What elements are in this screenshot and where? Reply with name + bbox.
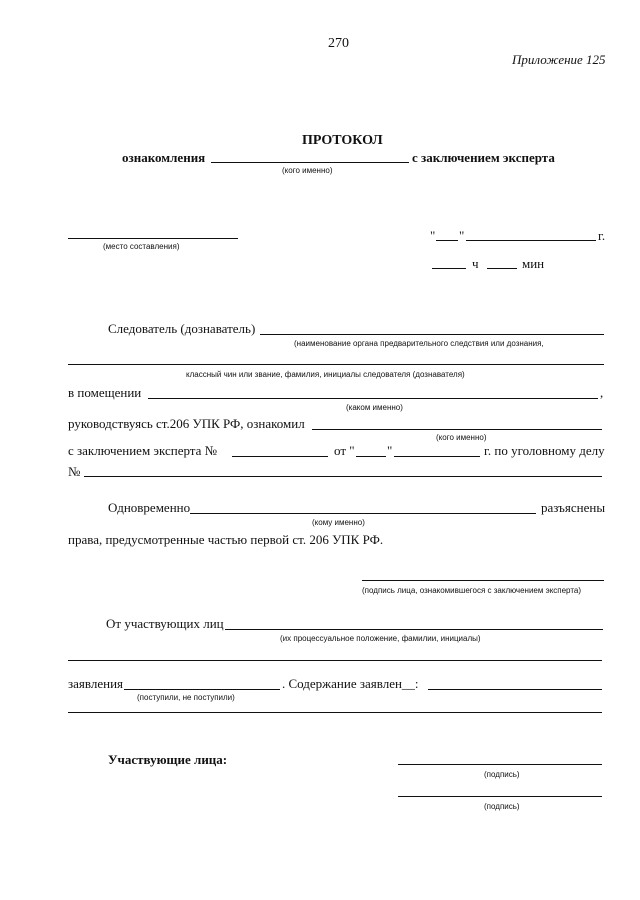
subtitle-right: с заключением эксперта [412,150,555,165]
rank-line[interactable] [68,364,604,365]
caption-place: (место составления) [103,242,180,251]
participant-signature-line-2[interactable] [398,796,602,797]
participants-info-line[interactable] [225,629,603,630]
participant-signature-line-1[interactable] [398,764,602,765]
caption-whom: (кого именно) [282,166,333,175]
statements-label: заявления [68,676,124,691]
participants-label: Участвующие лица: [108,752,228,767]
caption-whom-2: (кого именно) [436,433,487,442]
caption-to-whom: (кому именно) [312,518,365,527]
caption-organ: (наименование органа предварительного следствия или дознания, [294,339,544,348]
statements-content-label: . Содержание заявлен__: [282,676,419,691]
caption-received: (поступили, не поступили) [137,693,235,702]
conclusion-quote-close: " [387,443,393,458]
time-minutes-label: мин [522,256,545,271]
simultaneously-label: Одновременно [108,500,191,515]
conclusion-day-line[interactable] [356,456,386,457]
caption-rank: классный чин или звание, фамилия, инициалы следователя (дознавателя) [186,370,465,379]
caption-signature-2: (подпись) [484,802,520,811]
guided-by-label: руководствуясь ст.206 УПК РФ, ознакомил [68,416,305,431]
investigator-line[interactable] [260,334,604,335]
room-comma: , [600,385,604,400]
conclusion-month-line[interactable] [394,456,480,457]
statements-content-line-2[interactable] [68,712,602,713]
in-room-label: в помещении [68,385,142,400]
statements-content-line[interactable] [428,689,602,690]
caption-procedural: (их процессуальное положение, фамилии, инициалы) [280,634,481,643]
participants-info-line-2[interactable] [68,660,602,661]
page-number: 270 [328,36,349,51]
caption-signature-person: (подпись лица, ознакомившегося с заключением эксперта) [362,586,582,595]
conclusion-number-line[interactable] [232,456,328,457]
case-label: г. по уголовному делу [484,443,605,458]
date-quote-close: " [459,228,465,243]
time-hours-label: ч [472,256,479,271]
place-line[interactable] [68,238,238,239]
acquainted-person-line[interactable] [312,429,602,430]
explained-to-line[interactable] [190,513,536,514]
rights-text: права, предусмотренные частью первой ст. 206 УПК РФ. [68,532,384,547]
subtitle-left: ознакомления [122,150,206,165]
case-number-line[interactable] [84,476,602,477]
from-participants-label: От участвующих лиц [106,616,224,631]
signature-person-line[interactable] [362,580,604,581]
time-hours-line[interactable] [432,268,466,269]
conclusion-from-label: от " [334,443,355,458]
date-month-line[interactable] [466,240,596,241]
investigator-label: Следователь (дознаватель) [108,321,256,336]
appendix-label: Приложение 125 [512,52,606,67]
statements-received-line[interactable] [124,689,280,690]
case-number-sign: № [68,464,81,479]
date-day-line[interactable] [436,240,458,241]
expert-conclusion-label: с заключением эксперта № [68,443,218,458]
date-quote-open: " [430,228,436,243]
caption-which: (каком именно) [346,403,403,412]
whom-line[interactable] [211,162,409,163]
time-minutes-line[interactable] [487,268,517,269]
document-title: ПРОТОКОЛ [302,133,383,148]
room-line[interactable] [148,398,598,399]
caption-signature-1: (подпись) [484,770,520,779]
date-year-label: г. [598,228,606,243]
explained-label: разъяснены [541,500,606,515]
